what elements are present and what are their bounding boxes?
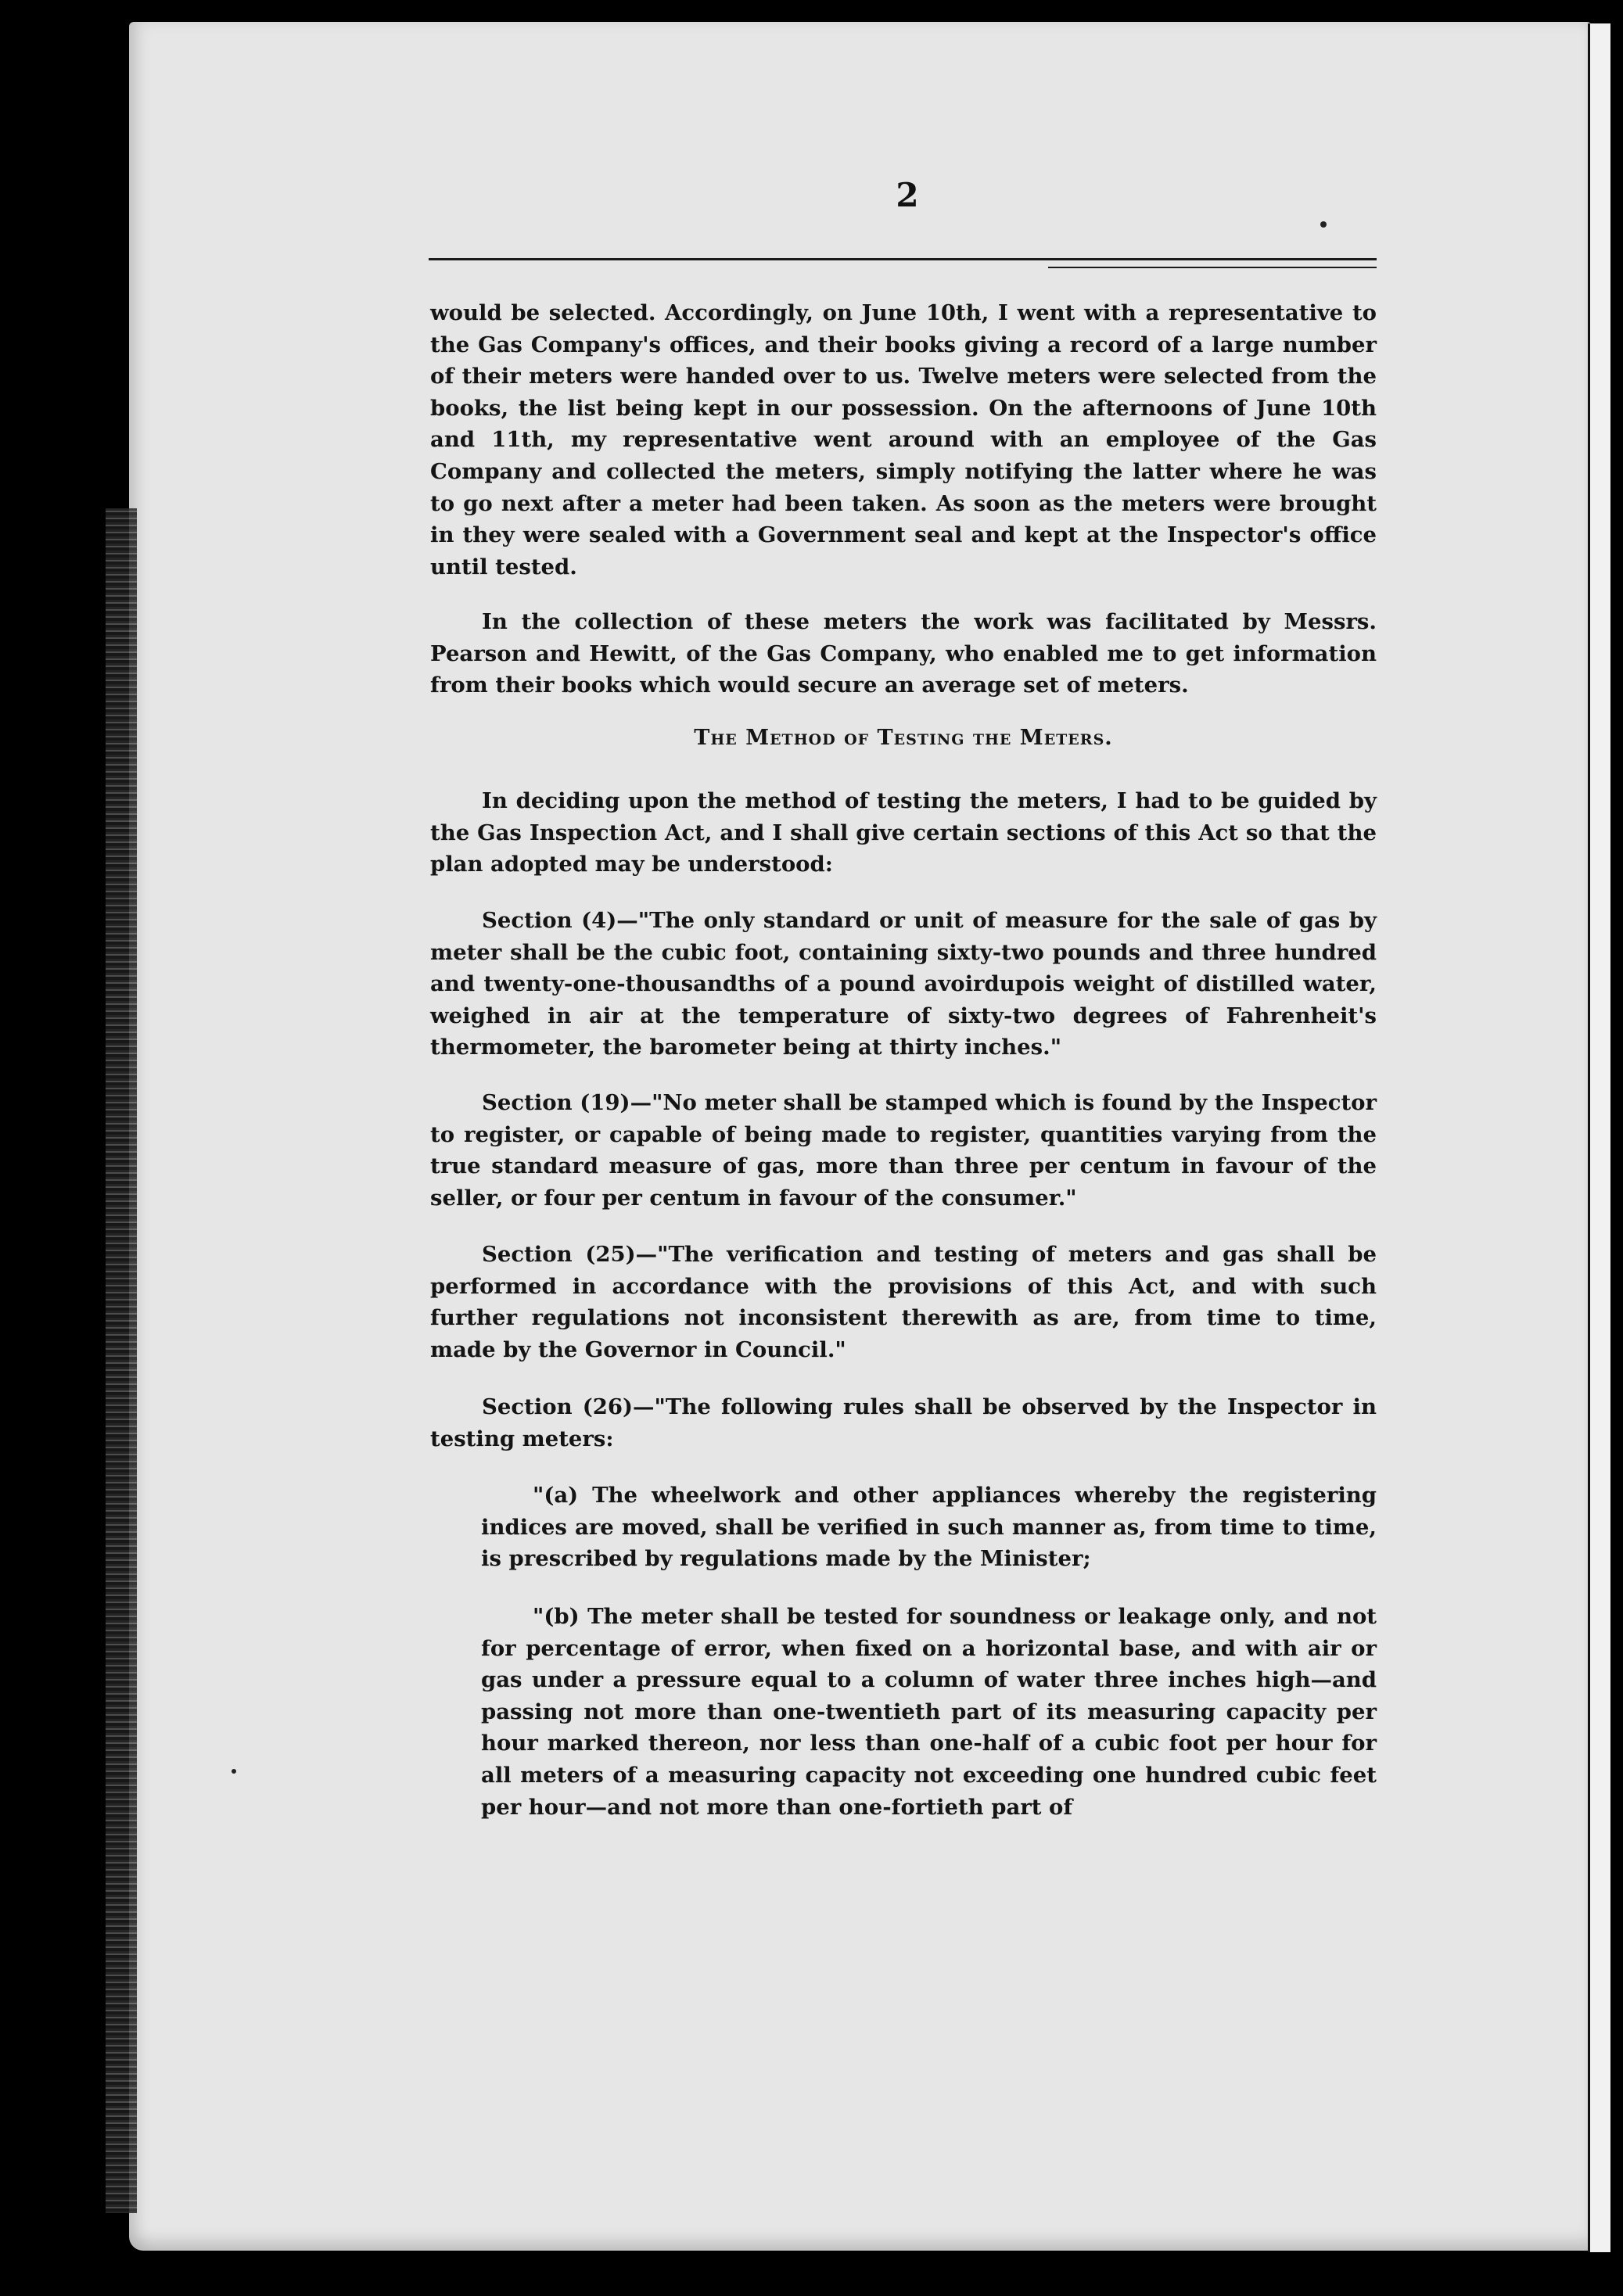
paragraph-section-4: Section (4)—"The only standard or unit of measure for the sale of gas by meter shall be the cubic foot, containing sixty-two pounds and three hundred and twenty-one-thousandths of a pound avoirdupois weight of distilled water, weighed in air at the temperature of sixty-two degrees of Fahrenheit's thermometer, the barometer being at thirty inches." — [430, 908, 1377, 1060]
paragraph-section-25: Section (25)—"The verification and testing of meters and gas shall be performed in accordance with the provisions of this Act, and with such further regulations not inconsistent therewith as are, from time to time, made by the Governor in Council." — [430, 1242, 1377, 1362]
paragraph-collection: In the collection of these meters the work was facilitated by Messrs. Pearson and Hewitt, of the Gas Company, who enabled me to get information from their books which would secure an average set of meters. — [430, 609, 1377, 698]
paragraph-continuation: would be selected. Accordingly, on June 10th, I went with a representative to the Gas Company's offices, and their books giving a record of a large number of their meters were handed over to us. Twelve meters were selected from the books, the list being kept in our possession. On the afternoons of June 10th and 11th, my representative went around with an employee of the Gas Company and collected the meters, simply notifying the latter where he was to go next after a meter had been taken. As soon as the meters were brought in they were sealed with a Government seal and kept at the Inspector's office until tested. — [430, 300, 1377, 579]
scan-binding-edge — [106, 508, 137, 2213]
section-heading: The Method of Testing the Meters. — [694, 726, 1113, 750]
rule-a: "(a) The wheelwork and other appliances whereby the registering indices are moved, shall be verified in such manner as, from time to time, is prescribed by regulations made by the Minister; — [481, 1483, 1377, 1572]
scan-speck — [232, 1769, 236, 1774]
paragraph-section-26: Section (26)—"The following rules shall be observed by the Inspector in testing meters: — [430, 1394, 1377, 1451]
header-rule — [429, 258, 1377, 260]
scan-speck — [1320, 221, 1327, 228]
scan-adjacent-page-edge — [1588, 23, 1610, 2252]
paragraph-section-19: Section (19)—"No meter shall be stamped which is found by the Inspector to register, or capable of being made to register, quantities varying from the true standard measure of gas, more than three per centum in favour of the seller, or four per centum in favour of the consumer." — [430, 1090, 1377, 1211]
header-rule-double — [1048, 267, 1377, 268]
rule-b: "(b) The meter shall be tested for soundness or leakage only, and not for percentage of error, when fixed on a horizontal base, and with air or gas under a pressure equal to a column of water three inches high—and passing not more than one-twentieth part of its measuring capacity per hour marked thereon, nor less than one-half of a cubic foot per hour for all meters of a measuring capacity not exceeding one hundred cubic feet per hour—and not more than one-fortieth part of — [481, 1604, 1377, 1820]
paragraph-method-intro: In deciding upon the method of testing the meters, I had to be guided by the Gas Inspection Act, and I shall give certain sections of this Act so that the plan adopted may be understood: — [430, 788, 1377, 877]
page-number: 2 — [896, 176, 919, 214]
